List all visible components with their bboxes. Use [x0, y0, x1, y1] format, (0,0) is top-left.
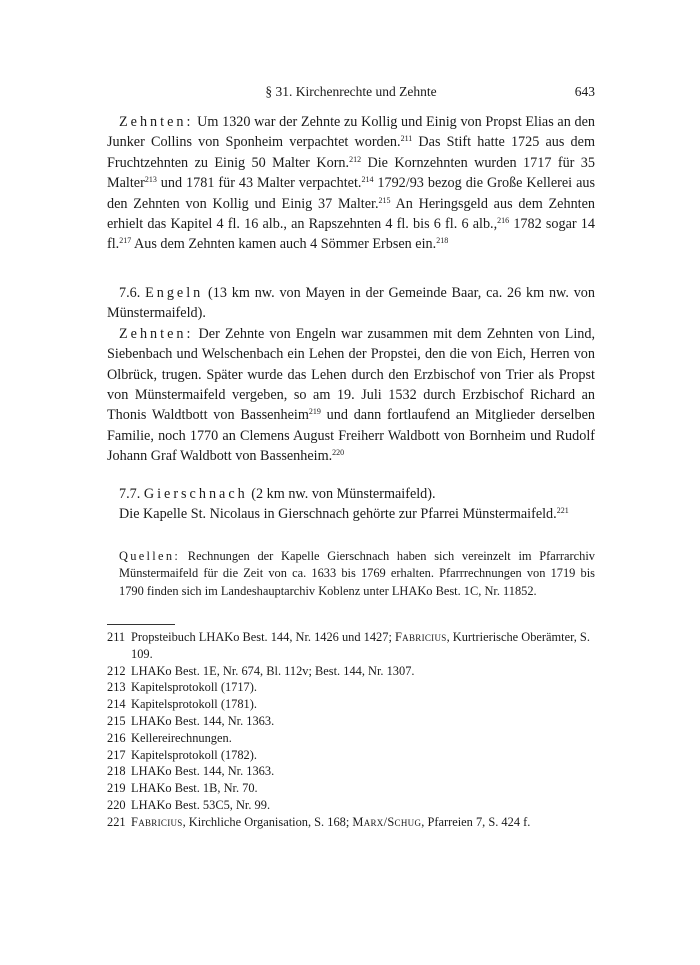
footnote — [107, 747, 595, 764]
text-run: 1792/93 bezog die Große Kellerei aus den Zehnten von Kollig und Einig 37 Malter. — [107, 175, 595, 212]
spaced-keyword: Zehnten: — [119, 325, 194, 342]
footnote — [107, 780, 595, 797]
footnote-ref: 220 — [332, 448, 345, 458]
footnote — [107, 713, 595, 730]
text-run: Die Kapelle St. Nicolaus in Gierschnach gehörte zur Pfarrei Münstermaifeld. — [119, 506, 557, 523]
text-run: LHAKo Best. 144, Nr. 1363. — [131, 764, 275, 779]
spaced-keyword: Engeln — [145, 285, 204, 301]
footnote-ref: 215 — [378, 195, 391, 205]
text-run: und 1781 für 43 Malter verpachtet. — [156, 175, 362, 192]
footnote-number: 218 — [107, 764, 126, 779]
text-run: Kellereirechnungen. — [131, 730, 232, 745]
text-run: Propsteibuch LHAKo Best. 144, Nr. 1426 und 1427; — [131, 630, 395, 644]
footnote — [107, 730, 595, 747]
text-run: , Pfarreien 7, S. 424 f. — [421, 814, 531, 829]
text-run: Kapitelsprotokoll (1782). — [131, 747, 257, 762]
paragraph — [107, 504, 595, 524]
section-heading — [107, 484, 595, 504]
text-run: Das Stift hatte 1725 aus dem Fruchtzehnten zu Einig 50 Malter Korn. — [107, 134, 595, 171]
text-run: (2 km nw. von Münstermaifeld). — [247, 486, 436, 502]
page-number: 643 — [574, 84, 595, 99]
footnote-number: 215 — [107, 713, 126, 728]
footnote-ref: 221 — [556, 506, 569, 516]
running-header — [107, 84, 595, 104]
text-run: (13 km nw. von Mayen in der Gemeinde Baar, ca. 26 km nw. von Münstermaifeld). — [107, 285, 595, 322]
section-heading — [107, 283, 595, 324]
text-run: 1782 sogar 14 fl. — [107, 216, 595, 253]
footnote-number: 220 — [107, 797, 126, 812]
paragraph — [107, 112, 595, 255]
author-name: Fabricius — [394, 630, 447, 644]
section-gierschnach — [107, 484, 595, 525]
footnote-ref: 213 — [144, 175, 157, 185]
text-run: Kapitelsprotokoll (1717). — [131, 680, 257, 695]
text-run: LHAKo Best. 53C5, Nr. 99. — [131, 797, 271, 812]
footnote-number: 212 — [107, 663, 126, 678]
text-run: 7.7. — [119, 486, 144, 502]
footnote-ref: 219 — [308, 407, 321, 417]
text-run: LHAKo Best. 1B, Nr. 70. — [131, 781, 258, 796]
footnote — [107, 679, 595, 696]
footnote — [107, 814, 595, 831]
footnote-ref: 214 — [361, 175, 374, 185]
text-run: 7.6. — [119, 285, 146, 301]
sources-note — [119, 548, 595, 600]
paragraph — [107, 324, 595, 467]
text-run: Kapitelsprotokoll (1781). — [131, 697, 257, 712]
text-run: und dann fortlaufend an Mitglieder derselben Familie, noch 1770 an Clemens August Freiherr Waldbott von Bornheim und Rudolf Johann Graf Waldbott von Bassenheim. — [107, 407, 595, 465]
footnote-ref: 216 — [497, 216, 510, 226]
footnote-number: 221 — [107, 814, 126, 829]
footnote — [107, 763, 595, 780]
section-kollig-einig — [107, 112, 595, 255]
text-run: , Kurtrierische Oberämter, S. 109. — [131, 630, 590, 661]
footnote-ref: 217 — [119, 236, 132, 246]
section-engeln — [107, 283, 595, 467]
footnote — [107, 663, 595, 680]
footnote-number: 214 — [107, 697, 126, 712]
footnotes — [107, 629, 595, 831]
text-run: Rechnungen der Kapelle Gierschnach haben sich vereinzelt im Pfarrarchiv Münstermaifeld für die Zeit von ca. 1633 bis 1769 erhalten. Pfarrrechnungen von 1719 bis 1790 finden sich im Landeshauptarchiv Koblenz unter LHAKo Best. 1C, Nr. 11852. — [119, 549, 595, 598]
footnote-number: 213 — [107, 680, 126, 695]
footnote — [107, 696, 595, 713]
text-run: LHAKo Best. 144, Nr. 1363. — [131, 713, 275, 728]
text-run: Die Kornzehnten wurden 1717 für 35 Malter — [107, 154, 595, 192]
footnote-ref: 212 — [349, 154, 362, 164]
footnote-ref: 211 — [400, 134, 413, 144]
spaced-keyword: Gierschnach — [143, 486, 248, 502]
footnote — [107, 629, 595, 663]
footnote-number: 217 — [107, 747, 126, 762]
text-run: Der Zehnte von Engeln war zusammen mit dem Zehnten von Lind, Siebenbach und Welschenbach ein Lehen der Propstei, den die von Eich, Herren von Olbrück, trugen. Später wurde das Lehen durch den Erzbischof von Trier als Propst von Münstermaifeld vergeben, so am 19. Juli 1532 durch Erzbischof Richard an Thonis Waldtbott von Bassenheim — [107, 325, 595, 424]
text-run: Um 1320 war der Zehnte zu Kollig und Einig von Propst Elias an den Junker Collins von Sponheim verpachtet worden. — [107, 114, 595, 151]
text-run: An Heringsgeld aus dem Zehnten erhielt das Kapitel 4 fl. 16 alb., an Rapszehnten 4 fl. bis 6 fl. 6 alb., — [107, 195, 595, 233]
footnote-number: 216 — [107, 730, 126, 745]
author-name: Fabricius — [131, 814, 183, 829]
footnote-number: 219 — [107, 781, 126, 796]
spaced-keyword: Zehnten: — [119, 114, 194, 130]
running-title: § 31. Kirchenrechte und Zehnte — [265, 84, 437, 99]
spaced-keyword: Quellen: — [119, 549, 181, 563]
text-run: LHAKo Best. 1E, Nr. 674, Bl. 112v; Best. 144, Nr. 1307. — [131, 663, 415, 678]
footnote-number: 211 — [107, 630, 126, 644]
author-name: Marx/Schug — [352, 814, 422, 829]
footnote-ref: 218 — [436, 236, 449, 246]
text-run: , Kirchliche Organisation, S. 168; — [182, 814, 353, 829]
footnote — [107, 797, 595, 814]
footnote-divider — [107, 624, 175, 625]
text-run: Aus dem Zehnten kamen auch 4 Sömmer Erbsen ein. — [131, 236, 437, 253]
